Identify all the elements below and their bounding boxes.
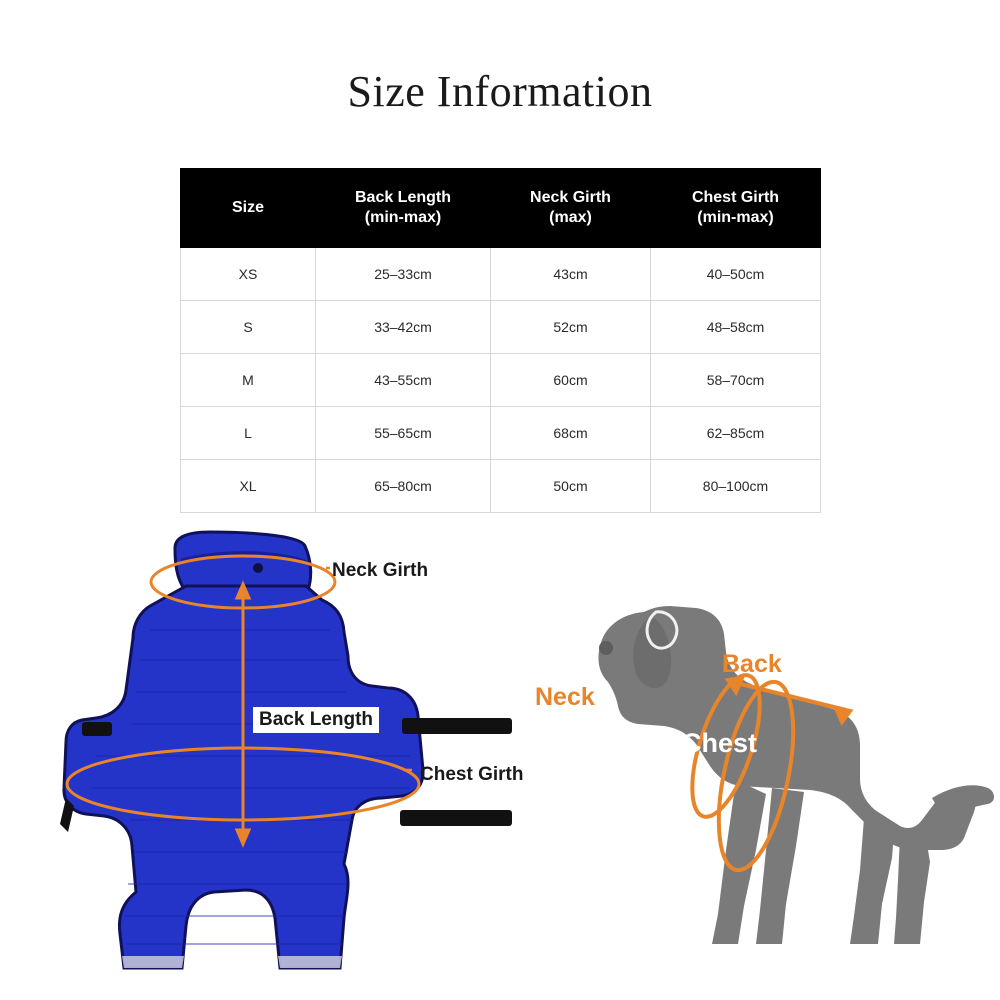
table-row <box>181 407 821 460</box>
dog-shape <box>598 606 994 944</box>
cell-size: XL <box>181 460 316 513</box>
cell-back-length: 65–80cm <box>316 460 491 513</box>
dog-silhouette-diagram <box>560 550 1000 970</box>
cell-size: S <box>181 301 316 354</box>
garment-diagram <box>0 520 560 1000</box>
column-header-back-length: Back Length (min-max) <box>316 169 491 248</box>
label-chest-girth-left: Chest Girth <box>420 764 524 785</box>
cell-chest-girth: 62–85cm <box>651 407 821 460</box>
label-chest-right: Chest <box>682 728 758 758</box>
cell-size: XS <box>181 248 316 301</box>
cell-back-length: 25–33cm <box>316 248 491 301</box>
cell-neck-girth: 43cm <box>491 248 651 301</box>
cell-chest-girth: 40–50cm <box>651 248 821 301</box>
label-back-right: Back <box>722 650 782 678</box>
table-header-row <box>181 169 821 248</box>
label-back-length-left: Back Length <box>253 707 379 733</box>
cell-chest-girth: 48–58cm <box>651 301 821 354</box>
cell-neck-girth: 60cm <box>491 354 651 407</box>
label-neck-right: Neck <box>535 683 595 711</box>
cell-size: M <box>181 354 316 407</box>
column-header-size: Size <box>181 169 316 248</box>
cell-neck-girth: 68cm <box>491 407 651 460</box>
size-information-table <box>180 168 821 513</box>
column-header-chest-girth: Chest Girth (min-max) <box>651 169 821 248</box>
cell-back-length: 43–55cm <box>316 354 491 407</box>
cell-neck-girth: 52cm <box>491 301 651 354</box>
cell-neck-girth: 50cm <box>491 460 651 513</box>
table-row <box>181 248 821 301</box>
label-neck-girth-left: Neck Girth <box>332 560 429 581</box>
cell-size: L <box>181 407 316 460</box>
table-row <box>181 301 821 354</box>
column-header-neck-girth: Neck Girth (max) <box>491 169 651 248</box>
cell-chest-girth: 80–100cm <box>651 460 821 513</box>
cell-back-length: 55–65cm <box>316 407 491 460</box>
cell-back-length: 33–42cm <box>316 301 491 354</box>
table-row <box>181 354 821 407</box>
cell-chest-girth: 58–70cm <box>651 354 821 407</box>
measurement-illustrations <box>0 520 1000 1000</box>
table-row <box>181 460 821 513</box>
page-title: Size Information <box>347 67 653 116</box>
